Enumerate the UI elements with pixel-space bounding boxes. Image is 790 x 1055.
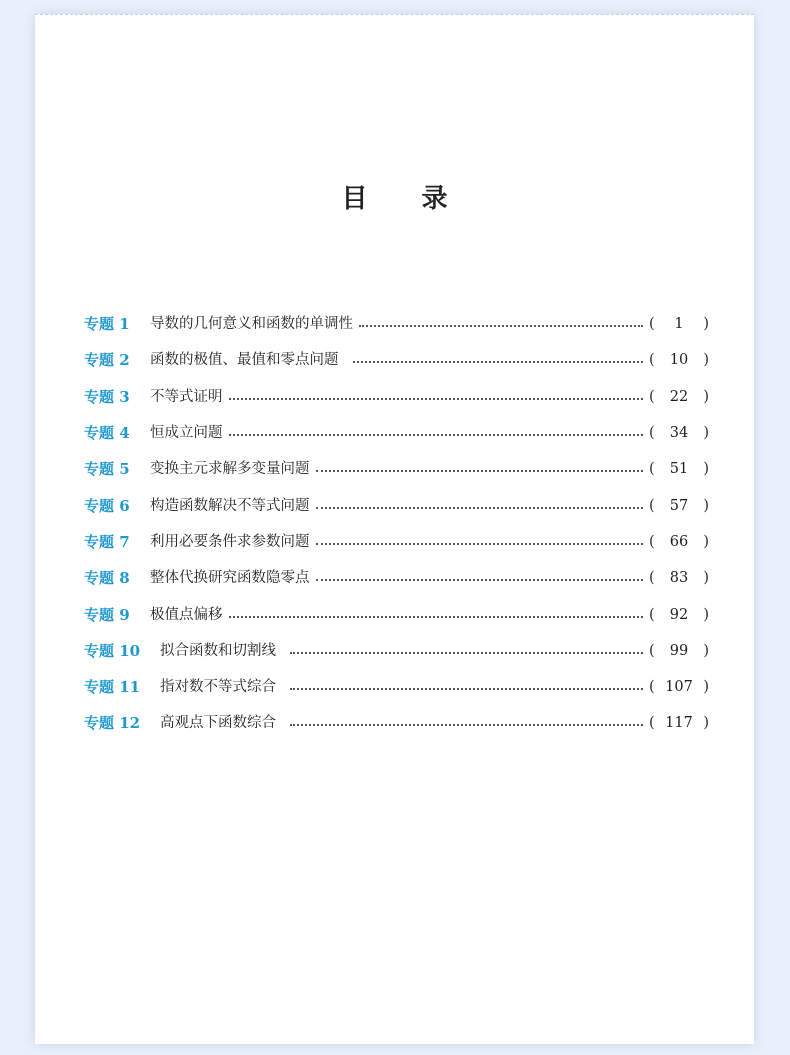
toc-entry-label: 专题 3 (84, 387, 130, 406)
page-number: 22 (669, 388, 689, 405)
toc-leader-dots (290, 652, 643, 654)
page-number: 66 (669, 533, 689, 550)
toc-entry-page (649, 496, 709, 516)
toc-entry-title: 高观点下函数综合 (160, 715, 276, 732)
toc-entry-title: 拟合函数和切割线 (160, 642, 276, 659)
toc-entry-page (649, 713, 709, 733)
toc-entry-label: 专题 4 (84, 424, 130, 443)
toc-entry[interactable] (84, 415, 709, 451)
toc-entry[interactable] (84, 451, 709, 487)
page-number: 99 (669, 642, 689, 659)
toc-entry[interactable] (84, 487, 709, 523)
page-top-rule (35, 14, 754, 15)
paren-close: ) (703, 606, 709, 623)
toc-entry-page (649, 350, 709, 370)
paren-open: ( (649, 642, 655, 659)
paren-open: ( (649, 679, 655, 696)
toc-entry-label: 专题 9 (84, 605, 130, 624)
toc-entry-page (649, 532, 709, 552)
toc-entry-title: 利用必要条件求参数问题 (150, 533, 310, 550)
toc-entry-title: 不等式证明 (150, 388, 223, 405)
paren-close: ) (703, 715, 709, 732)
paren-close: ) (703, 497, 709, 514)
toc-leader-dots (229, 616, 644, 618)
toc-entry-title: 构造函数解决不等式问题 (150, 497, 310, 514)
toc-leader-dots (316, 507, 644, 509)
page-number: 83 (669, 570, 689, 587)
toc-entry-title: 极值点偏移 (150, 606, 223, 623)
toc-entry[interactable] (84, 306, 709, 342)
toc-entry-label: 专题 2 (84, 351, 130, 370)
toc-entry-page (649, 459, 709, 479)
page-number: 10 (669, 352, 689, 369)
toc-entry-page (649, 641, 709, 661)
toc-entry-title: 整体代换研究函数隐零点 (150, 570, 310, 587)
toc-leader-dots (359, 325, 643, 327)
toc-leader-dots (316, 470, 644, 472)
paren-open: ( (649, 316, 655, 333)
toc-entry[interactable] (84, 524, 709, 560)
paren-close: ) (703, 352, 709, 369)
paren-close: ) (703, 461, 709, 478)
toc-leader-dots (353, 361, 644, 363)
paren-close: ) (703, 570, 709, 587)
paren-close: ) (703, 642, 709, 659)
toc-leader-dots (229, 434, 644, 436)
toc-leader-dots (290, 724, 643, 726)
toc-entry-page (649, 568, 709, 588)
page-number: 1 (674, 316, 684, 333)
toc-entry[interactable] (84, 560, 709, 596)
toc-entry-page (649, 314, 709, 334)
paren-open: ( (649, 425, 655, 442)
toc-entry-label: 专题 11 (84, 678, 141, 697)
page-number: 92 (669, 606, 689, 623)
paren-open: ( (649, 715, 655, 732)
toc-entry-page (649, 387, 709, 407)
paren-open: ( (649, 497, 655, 514)
toc-entry[interactable] (84, 705, 709, 741)
toc-leader-dots (229, 398, 644, 400)
paren-close: ) (703, 388, 709, 405)
page-number: 34 (669, 425, 689, 442)
toc-entry[interactable] (84, 379, 709, 415)
paren-close: ) (703, 425, 709, 442)
toc-leader-dots (316, 579, 644, 581)
toc-entry[interactable] (84, 596, 709, 632)
toc-entry-title: 导数的几何意义和函数的单调性 (150, 316, 353, 333)
toc-entry-title: 指对数不等式综合 (160, 679, 276, 696)
toc-entry-label: 专题 6 (84, 496, 130, 515)
toc-entry-title: 函数的极值、最值和零点问题 (150, 352, 339, 369)
paren-open: ( (649, 388, 655, 405)
toc-title: 目录 (341, 184, 502, 214)
toc-entry-page (649, 605, 709, 625)
toc-entry-label: 专题 12 (84, 714, 141, 733)
toc-entry-label: 专题 10 (84, 641, 141, 660)
paren-open: ( (649, 570, 655, 587)
paren-close: ) (703, 679, 709, 696)
paren-open: ( (649, 461, 655, 478)
paren-open: ( (649, 352, 655, 369)
paren-open: ( (649, 533, 655, 550)
toc-entry-page (649, 677, 709, 697)
paren-close: ) (703, 316, 709, 333)
paren-close: ) (703, 533, 709, 550)
toc-entry[interactable] (84, 633, 709, 669)
toc-entry[interactable] (84, 342, 709, 378)
toc-entry-label: 专题 8 (84, 569, 130, 588)
toc-entry-title: 恒成立问题 (150, 425, 223, 442)
toc-entry-page (649, 423, 709, 443)
toc-entry-title: 变换主元求解多变量问题 (150, 461, 310, 478)
paren-open: ( (649, 606, 655, 623)
toc-entry[interactable] (84, 669, 709, 705)
toc-entry-label: 专题 5 (84, 460, 130, 479)
toc-list (84, 306, 709, 742)
toc-entry-label: 专题 7 (84, 532, 130, 551)
page-number: 107 (665, 679, 693, 696)
page-number: 51 (669, 461, 689, 478)
toc-leader-dots (290, 688, 643, 690)
page-number: 117 (665, 715, 693, 732)
toc-entry-label: 专题 1 (84, 315, 130, 334)
page-number: 57 (669, 497, 689, 514)
document-page (35, 14, 754, 1044)
toc-leader-dots (316, 543, 644, 545)
